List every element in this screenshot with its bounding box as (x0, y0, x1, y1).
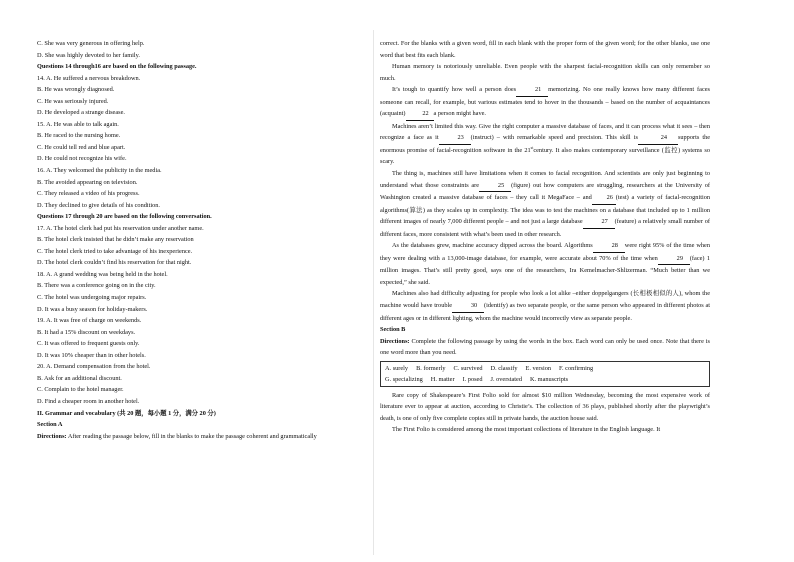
word-option: G. specializing (385, 375, 423, 383)
p3-text-b: (instruct) – with remarkable speed and precision. This skill is (470, 134, 638, 142)
option-line: D. She was highly devoted to her family. (37, 51, 140, 59)
p5-text-b: were right 95% of the time when they were dealing with a 13,000-image database, for example, were accurate about 70% of the time when (380, 242, 711, 262)
p6-text-a: Machines also had difficulty adjusting for people who look a lot alike –either doppelgangers (长相极相似的人), whom the machine would have trouble (380, 290, 710, 310)
p6-text-b: (identify) as two separate people, or the same person who appeared in different photos at different ages or in different lighting, whom the machine would incorrectly view as separate people. (380, 302, 710, 322)
option-line: 18. A. A grand wedding was being held in the hotel. (37, 270, 168, 278)
section-heading: Questions 17 through 20 are based on the following conversation. (37, 213, 212, 221)
option-line: B. There was a conference going on in the city. (37, 282, 156, 290)
directions-text-b: Complete the following passage by using the words in the box. Each word can only be used once. Note that there is one word more than you need. (380, 337, 710, 357)
option-line: B. He raced to the nursing home. (37, 132, 121, 140)
p5-text-c: (face) 1 million images. That’s still pretty good, says one of the researchers, Ira Kemelmacher-Shlizerman. “Much better than we expected,” she said. (380, 254, 710, 286)
option-line: 14. A. He suffered a nervous breakdown. (37, 74, 141, 82)
word-option: F. confirming (559, 364, 594, 372)
right-column (380, 38, 710, 436)
option-line: 16. A. They welcomed the publicity in the media. (37, 167, 162, 175)
section-b-directions (380, 336, 710, 359)
paragraph-8: The First Folio is considered among the most important collections of literature in the English language. It (392, 426, 661, 434)
superscript-st: st (530, 144, 534, 150)
blank-26[interactable]: 26 (592, 192, 616, 205)
directions-label-b: Directions: (380, 337, 410, 345)
p2-text-b: memorizing. No one really knows how many different faces someone can recall, for example, but various estimates tend to hover in the thousands – based on the number of acquaintances (acquaint) (380, 86, 710, 118)
blank-24[interactable]: 24 (638, 132, 678, 145)
p3-text-c: supports the enormous promise of facial-recognition software in the 21 (380, 134, 711, 154)
blank-27[interactable]: 27 (583, 216, 615, 229)
blank-22[interactable]: 22 (406, 108, 434, 121)
directions-label: Directions: (37, 432, 67, 440)
blank-23[interactable]: 23 (439, 132, 471, 145)
word-option: K. manuscripts (529, 375, 569, 383)
option-line: C. It was offered to frequent guests only. (37, 340, 140, 348)
option-line: C. He was seriously injured. (37, 97, 109, 105)
option-line: B. The avoided appearing on television. (37, 178, 138, 186)
option-line: D. Find a cheaper room in another hotel. (37, 397, 140, 405)
p3-text-d: century. It also makes contemporary surveillance (监控) systems so scary. (380, 146, 710, 166)
option-line: C. The hotel was undergoing major repairs. (37, 294, 147, 302)
option-line: 20. A. Demand compensation from the hotel. (37, 363, 151, 371)
option-line: C. She was very generous in offering help. (37, 40, 145, 47)
directions-text: After reading the passage below, fill in the blanks to make the passage coherent and grammatically (66, 432, 317, 440)
word-option: J. overstated (490, 375, 522, 383)
option-line: 17. A. The hotel clerk had put his reservation under another name. (37, 224, 204, 232)
blank-29[interactable]: 29 (658, 253, 690, 266)
paragraph-4 (380, 168, 710, 240)
option-line: D. It was 10% cheaper than in other hotels. (37, 351, 146, 359)
p3-text-a: Machines aren’t limited this way. Give the right computer a massive database of faces, and it can process what it sees – then recognize a face as it (380, 122, 710, 142)
option-line: 19. A. It was free of charge on weekends. (37, 317, 142, 325)
word-option: D. classify (490, 364, 518, 372)
option-line: B. It had a 15% discount on weekdays. (37, 328, 136, 336)
option-line: 15. A. He was able to talk again. (37, 120, 119, 128)
word-option: E. version (525, 364, 552, 372)
p4-text-d: (feature) a relatively small number of different faces, more consistent with what’s been used in other research. (380, 218, 710, 238)
option-line: D. He developed a strange disease. (37, 109, 125, 117)
p5-text-a: As the databases grew, machine accuracy dipped across the board. Algorithms (392, 242, 593, 250)
paragraph-5 (380, 240, 710, 288)
word-option: I. posed (462, 375, 483, 383)
left-lines (37, 38, 367, 431)
word-option: A. surely (385, 364, 409, 372)
option-line: C. They released a video of his progress. (37, 190, 140, 198)
paragraph-2 (380, 84, 710, 121)
blank-30[interactable]: 30 (452, 300, 484, 313)
word-option: H. matter (430, 375, 455, 383)
p4-text-b: (figure) out how computers are struggling, researchers at the University of Washington created a massive database of faces – they call it MegaFace – and (380, 181, 710, 202)
blank-21[interactable]: 21 (516, 84, 548, 97)
option-line: B. The hotel clerk insisted that he didn’t make any reservation (37, 236, 194, 244)
p4-text-a: The thing is, machines still have limitations when it comes to facial recognition. And scientists are only just beginning to understand what those constraints are (380, 170, 710, 189)
paragraph-1: Human memory is notoriously unreliable. Even people with the sharpest facial-recognition skills can only remember so much. (380, 63, 710, 82)
option-line: C. The hotel clerk tried to take advantage of his inexperience. (37, 247, 193, 255)
word-option: B. formerly (416, 364, 446, 372)
option-line: C. He could tell red and blue apart. (37, 143, 126, 151)
word-box (380, 361, 710, 387)
section-a-directions (37, 431, 367, 443)
left-column (37, 38, 367, 442)
section-heading: Section A (37, 421, 63, 429)
option-line: D. He could not recognize his wife. (37, 155, 127, 163)
section-b-heading: Section B (380, 326, 406, 334)
blank-28[interactable]: 28 (593, 240, 625, 253)
word-box-row-2 (385, 374, 705, 385)
section-heading: II. Grammar and vocabulary (共 20 题，每小题 1 分，满分 20 分) (37, 409, 216, 417)
option-line: D. It was a busy season for holiday-makers. (37, 305, 148, 313)
paragraph-6 (380, 288, 710, 324)
option-line: B. Ask for an additional discount. (37, 374, 122, 382)
blank-25[interactable]: 25 (479, 180, 511, 193)
paragraph-3 (380, 121, 710, 168)
word-box-row-1 (385, 363, 705, 374)
word-option: C. survived (453, 364, 483, 372)
p2-text-a: It’s tough to quantify how well a person does (392, 86, 517, 94)
option-line: D. They declined to give details of his condition. (37, 201, 160, 209)
section-heading: Questions 14 through16 are based on the following passage. (37, 63, 197, 71)
p4-text-c: (test) a variety of facial-recognition algorithms(算法) as they scales up in complexity. The idea was to test the machines on a database that included up to 1 million different images of nearly 7,000 different people – and not just a large database (380, 194, 711, 226)
paragraph-7: Rare copy of Shakespeare’s First Folio sold for almost $10 million Wednesday, becoming the most expensive work of literature ever to appear at auction, according to Christie’s. The collection of 36 plays, published shortly after the playwright’s death, is one of only five complete copies still in private hands, the auction house said. (380, 391, 710, 422)
column-divider (373, 30, 374, 555)
option-line: D. The hotel clerk couldn’t find his reservation for that night. (37, 259, 192, 267)
option-line: B. He was wrongly diagnosed. (37, 86, 115, 94)
option-line: C. Complain to the hotel manager. (37, 386, 124, 394)
p2-text-c: a person might have. (433, 110, 486, 118)
directions-continued: correct. For the blanks with a given word, fill in each blank with the proper form of the given word; for the other blanks, use one word that best fits each blank. (380, 40, 710, 59)
